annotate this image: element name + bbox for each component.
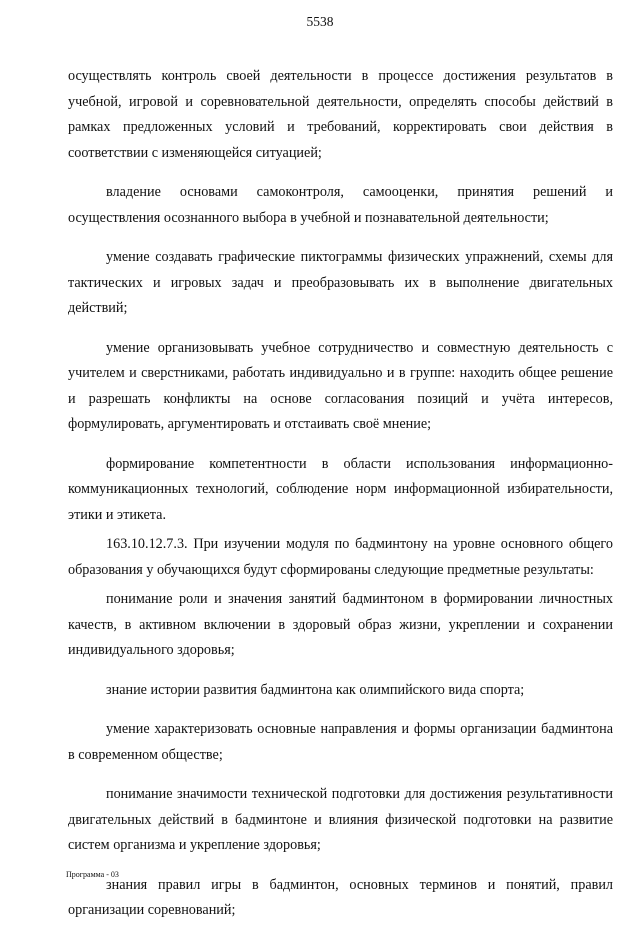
paragraph: умение характеризовать основные направления и формы организации бадминтона в современном обществе; [68, 721, 613, 763]
paragraph: умение организовывать учебное сотрудничество и совместную деятельность с учителем и сверстниками, работать индивидуально и в группе: находить общее решение и разрешать конфликты на основе согласования позиций и учёта интересов, формулировать, аргументировать и отстаивать своё мнение; [68, 339, 613, 432]
paragraph: понимание значимости технической подготовки для достижения результативности двигательных действий в бадминтоне и влияния физической подготовки на развитие систем организма и укрепление здоровья; [68, 786, 613, 853]
paragraph: знания правил игры в бадминтон, основных терминов и понятий, правил организации соревнований; [68, 876, 613, 918]
paragraph: умение создавать графические пиктограммы физических упражнений, схемы для тактических и игровых задач и преобразовывать их в выполнение двигательных действий; [68, 249, 613, 316]
paragraph: владение основами самоконтроля, самооценки, принятия решений и осуществления осознанного выбора в учебной и познавательной деятельности; [68, 184, 613, 226]
paragraph: осуществлять контроль своей деятельности в процессе достижения результатов в учебной, игровой и соревновательной деятельности, определять способы действий в рамках предложенных условий и требований, корректировать свои действия в соответствии с изменяющейся ситуацией; [68, 68, 613, 161]
paragraph: понимание роли и значения занятий бадминтоном в формировании личностных качеств, в активном включении в здоровый образ жизни, укреплении и сохранении индивидуального здоровья; [68, 591, 613, 658]
body-text [68, 64, 613, 938]
paragraph: формирование компетентности в области использования информационно-коммуникационных технологий, соблюдение норм информационной избирательности, этики и этикета. [68, 455, 613, 523]
paragraph: знание истории развития бадминтона как олимпийского вида спорта; [106, 681, 525, 698]
footer-label: Программа - 03 [66, 870, 119, 879]
page-number: 5538 [306, 14, 334, 29]
paragraph: 163.10.12.7.3. При изучении модуля по бадминтону на уровне основного общего образования у обучающихся будут сформированы следующие предметные результаты: [68, 536, 613, 578]
